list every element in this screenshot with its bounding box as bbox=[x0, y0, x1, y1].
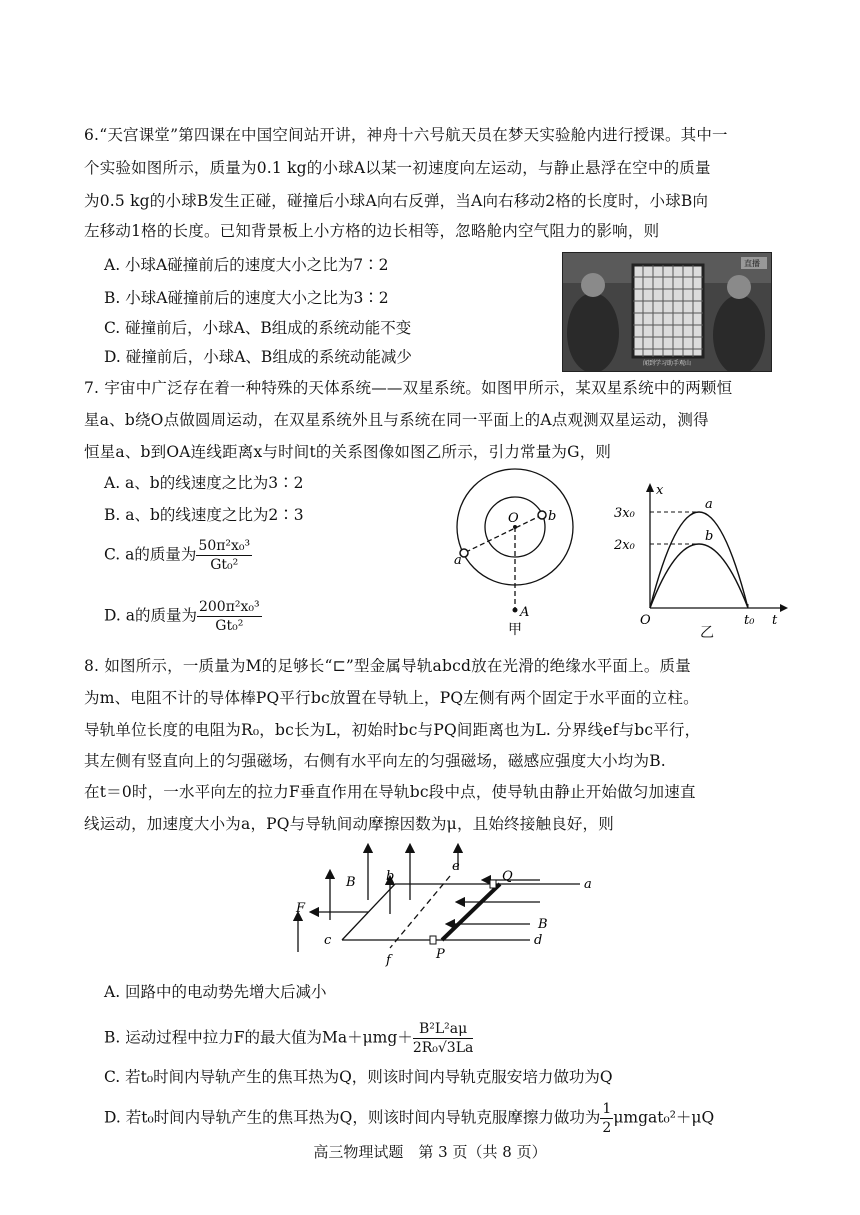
ab-dashed-line bbox=[464, 515, 542, 553]
star-b bbox=[538, 511, 546, 519]
tick-3x0: 3x₀ bbox=[614, 506, 635, 521]
q6-option-a: A. 小球A碰撞前后的速度大小之比为7∶2 bbox=[104, 256, 389, 274]
q6-option-d: D. 碰撞前后，小球A、B组成的系统动能减少 bbox=[104, 348, 412, 366]
point-A-dot bbox=[513, 608, 518, 613]
q8-option-b-fraction bbox=[413, 1020, 474, 1057]
photo-caption: 闻到学习助手观山 bbox=[643, 360, 692, 367]
label-a: a bbox=[454, 553, 462, 568]
q8-option-c: C. 若t₀时间内导轨产生的焦耳热为Q，则该时间内导轨克服安培力做功为Q bbox=[104, 1068, 613, 1086]
q8-option-d-half-den: 2 bbox=[602, 1120, 612, 1136]
q7-option-c-numerator: 50π²x₀³ bbox=[198, 538, 251, 554]
y-axis-label: x bbox=[656, 483, 664, 498]
q6-photo bbox=[562, 252, 772, 372]
q8-option-d bbox=[104, 1100, 714, 1137]
curve-a-label: a bbox=[705, 497, 713, 512]
page-footer: 高三物理试题 第 3 页（共 8 页） bbox=[313, 1143, 547, 1161]
label-c: c bbox=[324, 933, 332, 948]
label-b: b bbox=[548, 509, 557, 524]
curve-b-label: b bbox=[705, 529, 714, 544]
q6-line-2: 个实验如图所示，质量为0.1 kg的小球A以某一初速度向左运动，与静止悬浮在空中的质量 bbox=[84, 159, 711, 177]
curve-a bbox=[650, 512, 748, 608]
label-P: P bbox=[436, 947, 445, 962]
q6-photo-illustration bbox=[563, 253, 771, 371]
label-F: F bbox=[296, 901, 306, 916]
q8-line-6: 线运动，加速度大小为a，PQ与导轨间动摩擦因数为μ，且始终接触良好，则 bbox=[84, 815, 614, 833]
q7-option-c-denominator: Gt₀² bbox=[210, 557, 239, 573]
q7-option-a: A. a、b的线速度之比为3∶2 bbox=[104, 474, 304, 492]
post-2 bbox=[490, 880, 496, 888]
label-a: a bbox=[584, 877, 592, 892]
label-d: d bbox=[534, 933, 543, 948]
chart-marks bbox=[650, 512, 748, 608]
curve-b bbox=[650, 544, 748, 608]
y-axis-arrow bbox=[646, 483, 654, 492]
caption-yi: 乙 bbox=[700, 625, 714, 641]
label-Q: Q bbox=[502, 869, 513, 884]
q7-option-d bbox=[104, 598, 262, 635]
q7-line-1: 7. 宇宙中广泛存在着一种特殊的天体系统——双星系统。如图甲所示，某双星系统中的两颗恒 bbox=[84, 379, 733, 397]
boundary-ef bbox=[390, 876, 450, 948]
q8-option-d-half-num: 1 bbox=[602, 1101, 612, 1117]
q8-option-b-numerator: B²L²aμ bbox=[413, 1020, 474, 1039]
q7-option-b: B. a、b的线速度之比为2∶3 bbox=[104, 506, 304, 524]
q6-option-c: C. 碰撞前后，小球A、B组成的系统动能不变 bbox=[104, 319, 412, 337]
q8-line-2: 为m、电阻不计的导体棒PQ平行bc放置在导轨上，PQ左侧有两个固定于水平面的立柱。 bbox=[84, 689, 699, 707]
q6-line-4: 左移动1格的长度。已知背景板上小方格的边长相等，忽略舱内空气阻力的影响，则 bbox=[84, 222, 660, 240]
label-O: O bbox=[508, 511, 519, 526]
x-axis-label: t bbox=[772, 613, 778, 628]
photo-tag: 直播 bbox=[744, 259, 760, 268]
q7-line-3: 恒星a、b到OA连线距离x与时间t的关系图像如图乙所示，引力常量为G，则 bbox=[84, 443, 612, 461]
label-A: A bbox=[520, 605, 530, 620]
q8-option-a: A. 回路中的电动势先增大后减小 bbox=[104, 983, 327, 1001]
q8-option-d-half bbox=[600, 1100, 613, 1137]
q7-option-d-denominator: Gt₀² bbox=[215, 618, 244, 634]
origin-label: O bbox=[640, 613, 651, 628]
tick-t0: t₀ bbox=[744, 613, 755, 628]
label-B-right: B bbox=[538, 917, 548, 932]
label-B-left: B bbox=[346, 875, 356, 890]
q7-figure-jia bbox=[450, 460, 590, 638]
q8-line-4: 其左侧有竖直向上的匀强磁场，右侧有水平向左的匀强磁场，磁感应强度大小均为B. bbox=[84, 752, 666, 770]
q8-option-d-prefix: D. 若t₀时间内导轨产生的焦耳热为Q，则该时间内导轨克服摩擦力做功为 bbox=[104, 1108, 601, 1127]
post-1 bbox=[430, 936, 436, 944]
q7-option-c-fraction bbox=[196, 537, 252, 574]
q8-line-1: 8. 如图所示，一质量为M的足够长“⊏”型金属导轨abcd放在光滑的绝缘水平面上。质量 bbox=[84, 657, 691, 675]
q7-option-c bbox=[104, 537, 252, 574]
q8-line-3: 导轨单位长度的电阻为R₀，bc长为L，初始时bc与PQ间距离也为L. 分界线ef与bc平行， bbox=[84, 721, 701, 739]
q7-option-c-prefix: C. a的质量为 bbox=[104, 545, 197, 564]
label-e: e bbox=[452, 859, 460, 874]
q6-line-1: 6.“天宫课堂”第四课在中国空间站开讲，神舟十六号航天员在梦天实验舱内进行授课。其中一 bbox=[84, 126, 728, 144]
rod-PQ bbox=[442, 884, 500, 940]
q8-option-d-suffix: μmgat₀²＋μQ bbox=[613, 1108, 715, 1127]
x-axis-arrow bbox=[780, 604, 788, 612]
q8-option-b-denominator: 2R₀√3La bbox=[412, 1040, 474, 1056]
q7-figure-yi-chart bbox=[610, 480, 790, 640]
q8-option-b-prefix: B. 运动过程中拉力F的最大值为Ma＋μmg＋ bbox=[104, 1028, 413, 1047]
q6-option-b: B. 小球A碰撞前后的速度大小之比为3∶2 bbox=[104, 289, 389, 307]
q8-line-5: 在t＝0时，一水平向左的拉力F垂直作用在导轨bc段中点，使导轨由静止开始做匀加速直 bbox=[84, 783, 696, 801]
q8-option-b bbox=[104, 1020, 473, 1057]
q6-line-3: 为0.5 kg的小球B发生正碰，碰撞后小球A向右反弹，当A向右移动2格的长度时，小球B向 bbox=[84, 192, 709, 210]
tick-2x0: 2x₀ bbox=[614, 538, 635, 553]
q7-line-2: 星a、b绕O点做圆周运动，在双星系统外且与系统在同一平面上的A点观测双星运动，测得 bbox=[84, 411, 709, 429]
label-f: f bbox=[386, 953, 391, 968]
label-b: b bbox=[386, 869, 395, 884]
q7-option-d-prefix: D. a的质量为 bbox=[104, 606, 197, 625]
caption-jia: 甲 bbox=[508, 622, 522, 638]
q7-option-d-numerator: 200π²x₀³ bbox=[198, 599, 260, 615]
q7-option-d-fraction bbox=[197, 598, 262, 635]
q8-figure-rails bbox=[290, 840, 600, 970]
